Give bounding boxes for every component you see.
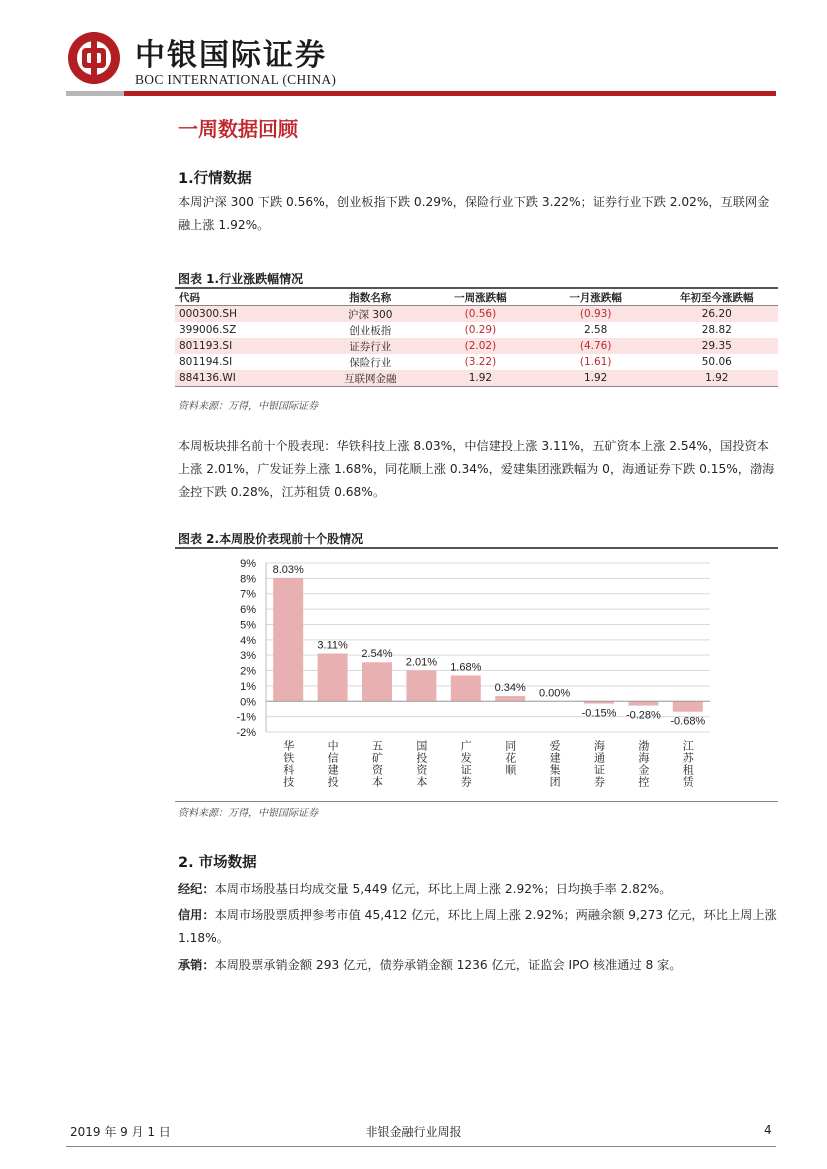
cell-month-change: 2.58 [583, 324, 608, 336]
table-row [175, 338, 778, 354]
y-tick-label: -2% [236, 727, 256, 739]
footer-title: 非银金融行业周报 [365, 1125, 462, 1139]
y-tick-label: 3% [240, 650, 256, 663]
cell-ytd-change: 26.20 [656, 306, 778, 323]
table-row [175, 370, 778, 387]
category-label: 江苏租赁 [681, 740, 695, 788]
category-label: 海通证券 [592, 740, 606, 788]
credit-line [178, 904, 778, 950]
cell-week-change: (0.29) [464, 324, 497, 336]
column-header-month-change: 一月涨跌幅 [536, 289, 656, 306]
cell-code: 399006.SZ [179, 324, 237, 336]
figure2-source: 资料来源：万得，中银国际证券 [178, 808, 318, 819]
cell-week-change: (3.22) [464, 356, 497, 368]
figure2-bottom-rule [175, 801, 778, 802]
column-header-code: 代码 [175, 289, 315, 306]
brand-name-en: BOC INTERNATIONAL (CHINA) [135, 72, 337, 87]
bar-9 [628, 701, 658, 705]
credit-text: 本周市场股票质押参考市值 45,412 亿元，环比上周上涨 2.92%；两融余额 9,273 亿元，环比上周上涨 1.18%。 [178, 908, 777, 945]
data-label: 8.03% [272, 563, 304, 576]
y-tick-label: 9% [240, 558, 256, 570]
category-label: 广发证券 [459, 740, 473, 788]
table-row [175, 354, 778, 370]
bar-3 [362, 662, 392, 701]
category-label: 渤海金控 [636, 740, 650, 788]
cell-code: 801193.SI [175, 338, 315, 354]
market-data-heading: 2. 市场数据 [178, 855, 257, 871]
top10-stock-bar-chart [226, 555, 726, 800]
figure2-title: 图表 2.本周股价表现前十个股情况 [178, 532, 364, 546]
data-label: 0.00% [538, 687, 571, 700]
figure2-top-rule [175, 547, 778, 549]
cell-index-name: 证券行业 [315, 338, 425, 354]
data-label: -0.68% [670, 715, 706, 728]
category-label: 国投资本 [414, 740, 428, 788]
column-header-index-name: 指数名称 [315, 289, 425, 306]
y-tick-label: 6% [240, 604, 256, 617]
category-label: 五矿资本 [370, 740, 384, 788]
y-tick-label: -1% [236, 711, 256, 724]
data-label: 3.11% [317, 639, 348, 652]
y-tick-label: 5% [240, 619, 256, 632]
market-quotes-heading: 1.行情数据 [178, 171, 252, 187]
data-label: -0.15% [581, 707, 617, 720]
cell-ytd-change: 29.35 [656, 338, 778, 354]
data-label: -0.28% [625, 709, 661, 722]
bar-5 [451, 675, 481, 701]
figure1-source: 资料来源：万得，中银国际证券 [178, 401, 318, 412]
cell-code: 000300.SH [175, 306, 315, 323]
brokerage-label: 经纪： [178, 882, 215, 896]
underwriting-line [178, 954, 778, 977]
footer-rule [66, 1146, 776, 1147]
table-row [175, 322, 778, 338]
top10-paragraph: 本周板块排名前十个股表现：华铁科技上涨 8.03%，中信建投上涨 3.11%，五矿资本上涨 2.54%，国投资本上涨 2.01%，广发证券上涨 1.68%，同花顺上涨 0.34%，爱建集团涨跌幅为 0，海通证券下跌 0.15%，渤海金控下跌 0.28%，江苏租赁 0.68%。 [178, 439, 775, 499]
data-label: 2.54% [361, 648, 393, 661]
category-label: 爱建集团 [548, 740, 562, 788]
cell-week-change: (2.02) [425, 338, 536, 354]
y-tick-label: 8% [240, 573, 256, 586]
cell-code: 884136.WI [175, 370, 315, 387]
y-tick-label: 0% [240, 696, 256, 709]
y-tick-label: 4% [240, 634, 256, 647]
section-title: 一周数据回顾 [178, 117, 298, 141]
category-label: 华铁科技 [281, 740, 295, 788]
brokerage-text: 本周市场股基日均成交量 5,449 亿元，环比上周上涨 2.92%；日均换手率 2.82%。 [214, 882, 672, 896]
cell-month-change: (0.93) [536, 306, 656, 323]
cell-ytd-change: 1.92 [656, 370, 778, 387]
bar-2 [318, 653, 348, 701]
bar-4 [406, 670, 436, 701]
header-divider-gray [66, 91, 124, 96]
cell-week-change: (0.56) [425, 306, 536, 323]
cell-ytd-change: 50.06 [701, 356, 732, 368]
cell-index-name: 创业板指 [349, 324, 392, 337]
category-label: 中信建投 [326, 740, 340, 788]
cell-index-name: 互联网金融 [315, 370, 425, 387]
category-label: 同花顺 [503, 740, 517, 776]
underwriting-text: 本周股票承销金额 293 亿元，债券承销金额 1236 亿元，证监会 IPO 核准通过 8 家。 [214, 958, 682, 972]
column-header-week-change: 一周涨跌幅 [425, 289, 536, 306]
bar-1 [273, 578, 303, 701]
table-row [175, 306, 778, 323]
boc-logo-icon [66, 30, 122, 86]
page-number: 4 [764, 1123, 772, 1137]
y-tick-label: 7% [240, 588, 256, 601]
data-label: 2.01% [405, 656, 438, 669]
figure1-title: 图表 1.行业涨跌幅情况 [178, 272, 304, 286]
cell-index-name: 沪深 300 [315, 306, 425, 323]
underwriting-label: 承销： [178, 958, 215, 972]
data-label: 0.34% [494, 682, 526, 695]
footer-date: 2019 年 9 月 1 日 [70, 1125, 171, 1139]
brand-name-cn: 中银国际证券 [135, 38, 327, 73]
bar-6 [495, 696, 525, 701]
market-quotes-paragraph: 本周沪深 300 下跌 0.56%，创业板指下跌 0.29%，保险行业下跌 3.22%；证券行业下跌 2.02%，互联网金融上涨 1.92%。 [178, 195, 770, 232]
bar-10 [673, 701, 703, 711]
industry-change-table [175, 289, 778, 387]
cell-ytd-change: 28.82 [701, 324, 732, 336]
brokerage-line [178, 878, 778, 901]
cell-month-change: (4.76) [536, 338, 656, 354]
y-tick-label: 2% [240, 665, 256, 678]
cell-index-name: 保险行业 [349, 356, 392, 369]
table-header-row [175, 289, 778, 306]
cell-week-change: 1.92 [425, 370, 536, 387]
column-header-ytd-change: 年初至今涨跌幅 [656, 289, 778, 306]
cell-code: 801194.SI [179, 356, 233, 368]
credit-label: 信用： [178, 908, 215, 922]
y-tick-label: 1% [240, 680, 256, 693]
data-label: 1.68% [450, 661, 482, 674]
cell-month-change: (1.61) [579, 356, 612, 368]
header-divider-red [124, 91, 776, 96]
cell-month-change: 1.92 [536, 370, 656, 387]
